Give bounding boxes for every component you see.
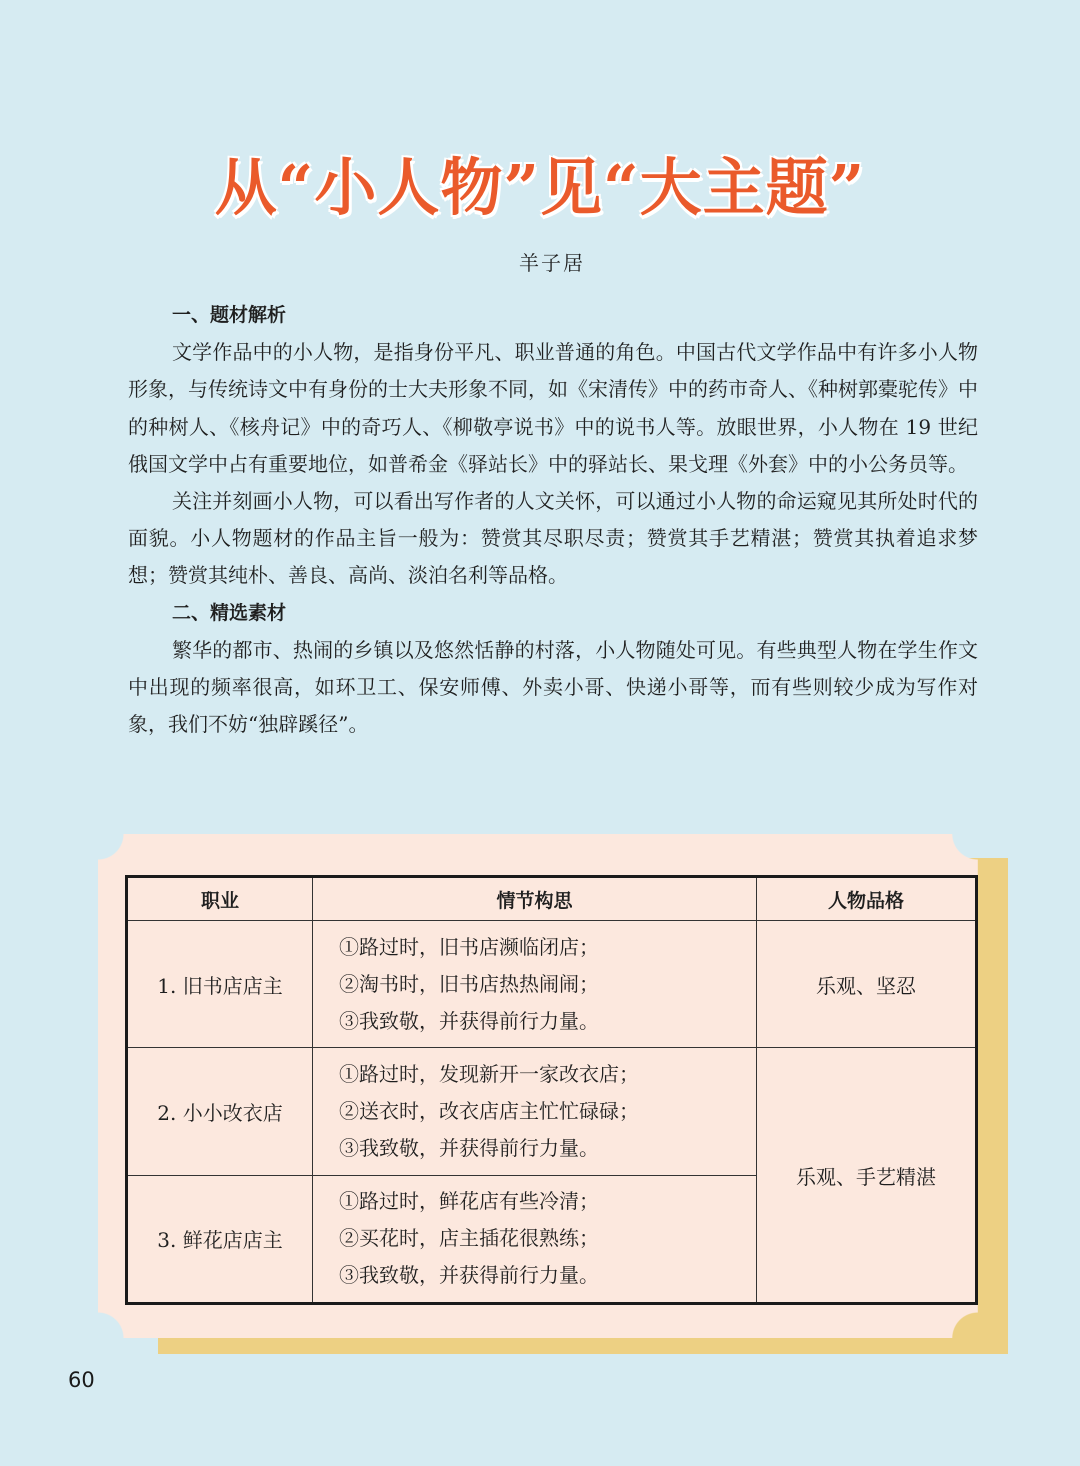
section-heading-materials: 二、精选素材 [172,601,287,624]
materials-table [125,875,978,1305]
plot-line: ③我致敬，并获得前行力量。 [339,1135,599,1160]
occupation-cell: 1. 旧书店店主 [127,921,313,1048]
plot-line: ①路过时，旧书店濒临闭店； [339,934,599,959]
plot-line: ①路过时，鲜花店有些冷清； [339,1189,599,1214]
header-occupation: 职业 [127,877,313,921]
plot-line: ②买花时，店主插花很熟练； [339,1226,599,1251]
section-heading-analysis: 一、题材解析 [172,304,287,326]
header-plot: 情节构思 [313,877,757,921]
table-row [127,921,977,1048]
paragraph: 文学作品中的小人物，是指身份平凡、职业普通的角色。中国古代文学作品中有许多小人物形象，与传统诗文中有身份的士大夫形象不同，如《宋清传》中的药市奇人、《种树郭橐驼传》中的种树人、《核舟记》中的奇巧人、《柳敬亭说书》中的说书人等。放眼世界，小人物在 19 世纪俄国文学中占有重要地位，如普希金《驿站长》中的驿站长、果戈理《外套》中的小公务员等。 [128,340,978,476]
plot-line: ③我致敬，并获得前行力量。 [339,1263,599,1288]
plot-line: ③我致敬，并获得前行力量。 [339,1008,599,1033]
trait-cell-merged: 乐观、手艺精湛 [757,1048,977,1304]
plot-line: ②淘书时，旧书店热热闹闹； [339,971,599,996]
plot-line: ②送衣时，改衣店店主忙忙碌碌； [339,1098,639,1123]
author-name: 羊子居 [519,251,585,275]
article-title: 从“小人物”见“大主题” [214,151,866,224]
trait-cell: 乐观、坚忍 [757,921,977,1048]
occupation-cell: 2. 小小改衣店 [127,1048,313,1175]
paragraph: 繁华的都市、热闹的乡镇以及悠然恬静的村落，小人物随处可见。有些典型人物在学生作文中出现的频率很高，如环卫工、保安师傅、外卖小哥、快递小哥等，而有些则较少成为写作对象，我们不妨“独辟蹊径”。 [128,637,978,737]
plot-cell [313,1175,757,1303]
paragraph: 关注并刻画小人物，可以看出写作者的人文关怀，可以通过小人物的命运窥见其所处时代的面貌。小人物题材的作品主旨一般为：赞赏其尽职尽责；赞赏其手艺精湛；赞赏其执着追求梦想；赞赏其纯朴、善良、高尚、淡泊名利等品格。 [128,489,978,588]
table-row [127,1048,977,1175]
table-header-row [127,877,977,921]
article-body [128,297,978,743]
page-number: 60 [68,1368,95,1392]
occupation-cell: 3. 鲜花店店主 [127,1175,313,1303]
header-trait: 人物品格 [757,877,977,921]
plot-cell [313,1048,757,1175]
plot-cell [313,921,757,1048]
plot-line: ①路过时，发现新开一家改衣店； [339,1061,639,1086]
